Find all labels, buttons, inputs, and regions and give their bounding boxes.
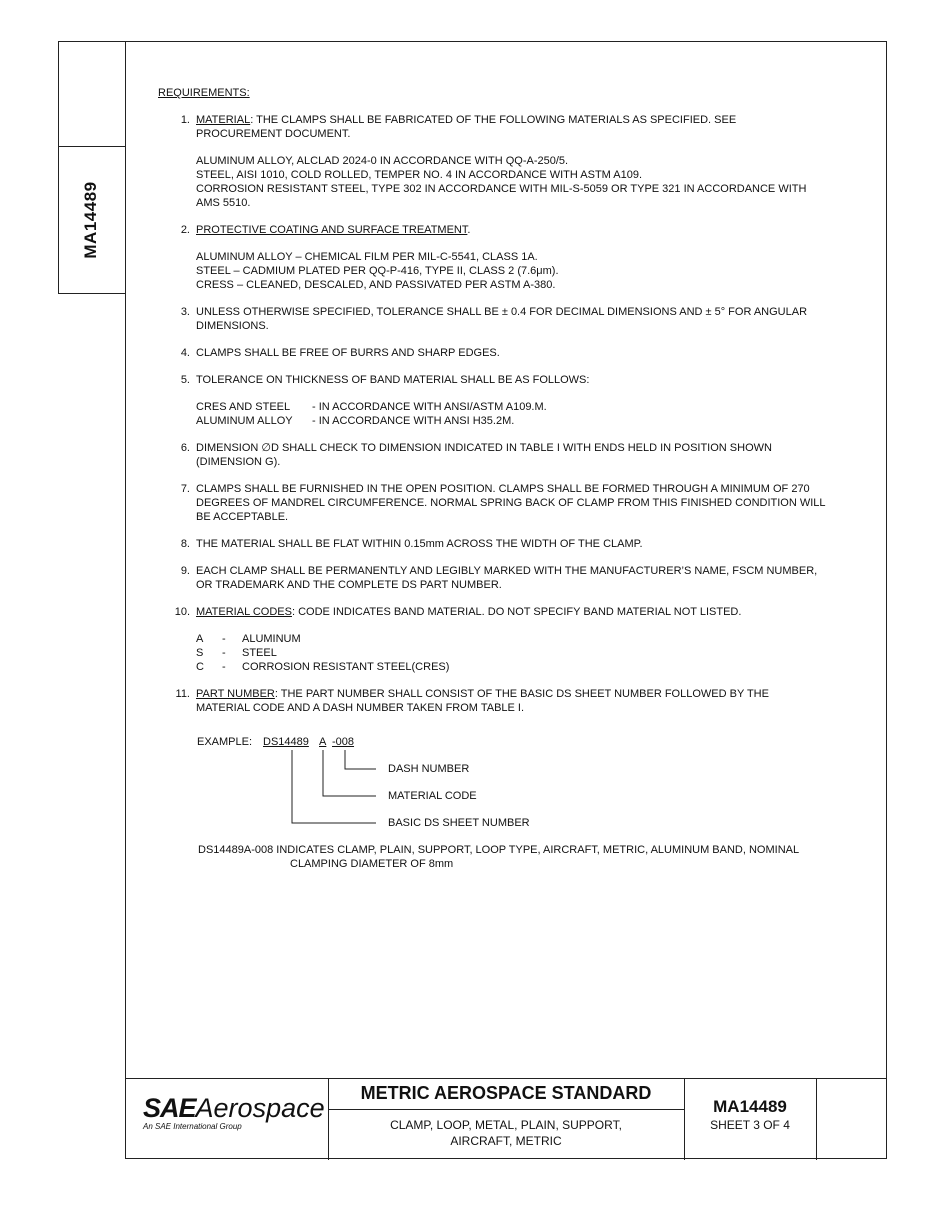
- material-line: AMS 5510.: [196, 197, 251, 209]
- code-letter: C: [196, 661, 204, 673]
- logo-aerospace: Aerospace: [195, 1093, 325, 1123]
- example-part-base: DS14489: [263, 736, 309, 748]
- title-block-divider: [816, 1079, 817, 1160]
- title-block-hline: [328, 1109, 684, 1110]
- tolerance-value: - IN ACCORDANCE WITH ANSI H35.2M.: [312, 415, 515, 427]
- example-part-dash: -008: [332, 736, 355, 748]
- example-part-material: A: [319, 736, 327, 748]
- item-text-cont: BE ACCEPTABLE.: [196, 511, 289, 523]
- title-block: [125, 1078, 887, 1160]
- item-number: 5.: [180, 374, 190, 386]
- item-text: THE MATERIAL SHALL BE FLAT WITHIN 0.15mm ACROSS THE WIDTH OF THE CLAMP.: [196, 538, 643, 550]
- sheet-indicator: SHEET 3 OF 4: [710, 1118, 790, 1132]
- code-material: CORROSION RESISTANT STEEL(CRES): [242, 661, 450, 673]
- code-dash: -: [222, 633, 226, 645]
- item-number: 4.: [180, 347, 190, 359]
- tolerance-value: - IN ACCORDANCE WITH ANSI/ASTM A109.M.: [312, 401, 547, 413]
- coating-line: CRESS – CLEANED, DESCALED, AND PASSIVATED PER ASTM A-380.: [196, 279, 556, 291]
- item-title: MATERIAL: [196, 114, 251, 126]
- item-text: : THE PART NUMBER SHALL CONSIST OF THE BASIC DS SHEET NUMBER FOLLOWED BY THE: [274, 688, 769, 700]
- item-text: : THE CLAMPS SHALL BE FABRICATED OF THE FOLLOWING MATERIALS AS SPECIFIED. SEE: [250, 114, 737, 126]
- side-document-number: MA14489: [81, 181, 100, 259]
- requirements-heading: REQUIREMENTS:: [158, 87, 250, 99]
- callout-dash-number: DASH NUMBER: [388, 763, 470, 775]
- item-number: 7.: [180, 483, 190, 495]
- code-letter: A: [196, 633, 204, 645]
- callout-material-code: MATERIAL CODE: [388, 790, 477, 802]
- material-line: ALUMINUM ALLOY, ALCLAD 2024-0 IN ACCORDANCE WITH QQ-A-250/5.: [196, 155, 569, 167]
- example-label: EXAMPLE:: [197, 736, 253, 748]
- standard-subtitle-line: AIRCRAFT, METRIC: [450, 1134, 562, 1148]
- code-dash: -: [222, 661, 226, 673]
- tolerance-label: CRES AND STEEL: [196, 401, 291, 413]
- code-material: ALUMINUM: [242, 633, 301, 645]
- callout-basic-sheet: BASIC DS SHEET NUMBER: [388, 817, 530, 829]
- basic-sheet-leader: [292, 750, 376, 823]
- logo-sae: SAE: [143, 1093, 196, 1123]
- item-number: 10.: [174, 606, 190, 618]
- code-material: STEEL: [242, 647, 277, 659]
- item-text-cont: DEGREES OF MANDREL CIRCUMFERENCE. NORMAL SPRING BACK OF CLAMP FROM THIS FINISHED CONDITION WILL: [196, 497, 826, 509]
- dash-number-leader: [345, 750, 376, 769]
- item-number: 9.: [180, 565, 190, 577]
- item-text: CLAMPS SHALL BE FREE OF BURRS AND SHARP EDGES.: [196, 347, 500, 359]
- standard-subtitle: [328, 1117, 684, 1149]
- item-text-cont: MATERIAL CODE AND A DASH NUMBER TAKEN FROM TABLE I.: [196, 702, 525, 714]
- example-description-cont: CLAMPING DIAMETER OF 8mm: [290, 858, 454, 870]
- item-title: PROTECTIVE COATING AND SURFACE TREATMENT: [196, 224, 468, 236]
- item-text-cont: PROCUREMENT DOCUMENT.: [196, 128, 351, 140]
- item-text: EACH CLAMP SHALL BE PERMANENTLY AND LEGIBLY MARKED WITH THE MANUFACTURER’S NAME, FSCM NUMBER,: [196, 565, 818, 577]
- item-title: PART NUMBER: [196, 688, 275, 700]
- material-line: STEEL, AISI 1010, COLD ROLLED, TEMPER NO. 4 IN ACCORDANCE WITH ASTM A109.: [196, 169, 643, 181]
- logo-tagline: An SAE International Group: [143, 1122, 242, 1131]
- material-code-leader: [323, 750, 376, 796]
- item-text: UNLESS OTHERWISE SPECIFIED, TOLERANCE SHALL BE ± 0.4 FOR DECIMAL DIMENSIONS AND ± 5° FOR ANGULAR: [196, 306, 808, 318]
- item-number: 8.: [180, 538, 190, 550]
- document-number: MA14489: [713, 1097, 787, 1116]
- code-letter: S: [196, 647, 204, 659]
- item-text-cont: (DIMENSION G).: [196, 456, 281, 468]
- example-description: DS14489A-008 INDICATES CLAMP, PLAIN, SUPPORT, LOOP TYPE, AIRCRAFT, METRIC, ALUMINUM BAND, NOMINAL: [198, 844, 800, 856]
- standard-title: METRIC AEROSPACE STANDARD: [360, 1083, 652, 1103]
- item-number: 2.: [180, 224, 190, 236]
- item-title: MATERIAL CODES: [196, 606, 292, 618]
- coating-line: STEEL – CADMIUM PLATED PER QQ-P-416, TYPE II, CLASS 2 (7.6μm).: [196, 265, 559, 277]
- coating-line: ALUMINUM ALLOY – CHEMICAL FILM PER MIL-C-5541, CLASS 1A.: [196, 251, 538, 263]
- standard-subtitle-line: CLAMP, LOOP, METAL, PLAIN, SUPPORT,: [390, 1118, 622, 1132]
- item-text-cont: OR TRADEMARK AND THE COMPLETE DS PART NUMBER.: [196, 579, 502, 591]
- item-number: 11.: [175, 688, 190, 700]
- material-line: CORROSION RESISTANT STEEL, TYPE 302 IN ACCORDANCE WITH MIL-S-5059 OR TYPE 321 IN ACCORDANCE WITH: [196, 183, 807, 195]
- item-text: .: [467, 224, 471, 236]
- item-number: 1.: [180, 114, 190, 126]
- item-text-cont: DIMENSIONS.: [196, 320, 269, 332]
- code-dash: -: [222, 647, 226, 659]
- tolerance-label: ALUMINUM ALLOY: [196, 415, 293, 427]
- item-text: DIMENSION ∅D SHALL CHECK TO DIMENSION INDICATED IN TABLE I WITH ENDS HELD IN POSITION SHOWN: [196, 442, 772, 454]
- item-number: 6.: [180, 442, 190, 454]
- item-text: : CODE INDICATES BAND MATERIAL. DO NOT SPECIFY BAND MATERIAL NOT LISTED.: [291, 606, 742, 618]
- sae-aerospace-logo: [143, 1093, 325, 1131]
- item-number: 3.: [180, 306, 190, 318]
- item-text: CLAMPS SHALL BE FURNISHED IN THE OPEN POSITION. CLAMPS SHALL BE FORMED THROUGH A MINIMUM OF 270: [196, 483, 810, 495]
- item-text: TOLERANCE ON THICKNESS OF BAND MATERIAL SHALL BE AS FOLLOWS:: [196, 374, 590, 386]
